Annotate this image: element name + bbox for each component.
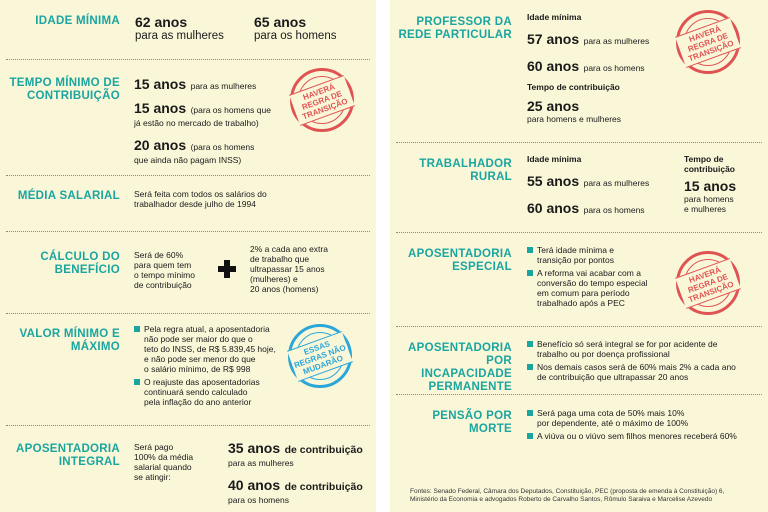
especial-bullets [527,245,667,311]
text-line: pela inflação do ano anterior [144,397,252,407]
text-line: teto do INSS, de R$ 5.839,45 hoje, [144,344,276,354]
text-line: para quem tem [134,260,192,270]
age-caption: para as mulheres [135,30,224,42]
years-caption: para as mulheres [228,458,294,468]
source-line: Ministério da Economia e advogados Roberto de Carvalho Santos, Rômulo Saraiva e Marcelise Azevedo [410,496,713,503]
years-value: 35 anos [228,440,281,456]
right-panel [390,0,768,512]
bullet-item [527,339,757,359]
row-mulheres [134,76,256,94]
stamp-text: HAVERÁ REGRA DE TRANSIÇÃO [675,17,741,68]
row-integral-homens [228,477,363,505]
age-caption: para as mulheres [583,36,650,46]
row-integral-mulheres [228,440,363,468]
section-label: APOSENTADORIA INTEGRAL [16,443,120,468]
age-value: 65 anos [254,14,307,30]
age-caption: para as mulheres [583,178,650,188]
row-professor-homens [527,58,677,76]
text-line: Benefício só será integral se for por acidente de [537,339,718,349]
section-label: MÉDIA SALARIAL [17,190,120,202]
row-homens-atuais [134,100,284,128]
left-panel [0,0,376,512]
years-note: já estão no mercado de trabalho) [134,118,259,128]
section-trabalhador-rural [390,143,768,233]
source-line: Fontes: Senado Federal, Câmara dos Deputados, Constituição, PEC (proposta de emenda à Constituição) 6, [410,488,725,495]
text-line: o tempo mínimo [134,270,195,280]
years-note: para as mulheres [190,81,257,91]
pensao-bullets [527,408,762,444]
text-line: conversão do tempo especial [537,278,648,288]
text-line: 100% da média [134,452,194,462]
text-line: e não pode ser menor do que [144,354,256,364]
section-label: TEMPO MÍNIMO DE CONTRIBUIÇÃO [9,77,120,102]
age-caption: para os homens [254,30,337,42]
row-professor-mulheres [527,31,677,49]
text-line: 20 anos (homens) [250,284,319,294]
years-suffix: de contribuição [284,444,363,456]
text-line: o salário mínimo, de R$ 998 [144,364,251,374]
text-line: Será de 60% [134,250,184,260]
years-note: (para os homens [190,142,255,152]
integral-description [134,442,193,482]
section-label: TRABALHADOR RURAL [419,158,512,183]
section-calculo-beneficio [0,232,376,314]
rural-contribuicao [684,154,754,214]
text-line: se atingir: [134,472,171,482]
text-line: 2% a cada ano extra [250,244,328,254]
years-value: 20 anos [134,137,187,153]
transition-rule-stamp [676,10,740,74]
text-line: de contribuição [134,280,192,290]
bullet-item [527,431,762,441]
group-title: Tempo de [684,154,724,164]
years-value: 15 anos [134,100,187,116]
bullet-item [527,362,757,382]
text-line: Pela regra atual, a aposentadoria [144,324,270,334]
age-value: 60 anos [527,200,580,216]
stamp-text: HAVERÁ REGRA DE TRANSIÇÃO [675,258,741,309]
years-value: 25 anos [527,98,580,114]
text-line: em comum para período [537,288,630,298]
valor-bullets [134,324,294,410]
text-line: Será paga uma cota de 50% mais 10% [537,408,685,418]
text-line: por dependente, até o máximo de 100% [537,418,689,428]
text-line: trabalhado após a PEC [537,298,625,308]
age-caption: para os homens [583,205,645,215]
text-line: transição por pontos [537,255,615,265]
years-value: 15 anos [134,76,187,92]
age-value: 62 anos [135,14,188,30]
media-description [134,189,267,209]
text-line: Será feita com todos os salários do [134,189,267,199]
row-homens-novos [134,137,284,165]
text-line: Será pago [134,442,174,452]
text-line: A reforma vai acabar com a [537,268,641,278]
group-title: contribuição [684,164,736,174]
group-title: Tempo de contribuição [527,82,620,92]
bullet-item [527,268,667,308]
source-note [410,488,760,504]
value-block-mulheres [135,14,224,43]
incapacidade-bullets [527,339,757,385]
bullet-item [527,245,667,265]
plus-icon [218,260,236,278]
rural-idade [527,154,667,218]
text-line: de contribuição que ultrapassar 20 anos [537,372,689,382]
calculo-base [134,250,195,290]
section-label: PENSÃO POR MORTE [432,410,512,435]
stamp-text: ESSAS REGRAS NÃO MUDARÃO [287,331,353,382]
section-label: PROFESSOR DA REDE PARTICULAR [398,16,512,41]
text-line: ultrapassar 15 anos [250,264,325,274]
text-line: trabalho ou por doença profissional [537,349,670,359]
section-label: CÁLCULO DO BENEFÍCIO [40,251,120,276]
transition-rule-stamp [676,251,740,315]
section-aposentadoria-integral [0,426,376,512]
section-label: APOSENTADORIA POR INCAPACIDADE PERMANENTE [408,342,512,393]
rules-unchanged-stamp [288,324,352,388]
section-aposentadoria-especial [390,233,768,328]
calculo-extra [250,244,328,294]
bullet-item [134,377,294,407]
section-pensao-por-morte [390,395,768,465]
text-line: salarial quando [134,462,192,472]
group-title: Idade mínima [527,12,582,22]
text-line: Nos demais casos será de 60% mais 2% a cada ano [537,362,736,372]
section-professor [390,0,768,145]
text-line: de trabalho que [250,254,310,264]
bullet-item [527,408,762,428]
section-tempo-contribuicao [0,60,376,175]
text-line: (mulheres) e [250,274,298,284]
transition-rule-stamp [290,68,354,132]
text-line: continuará sendo calculado [144,387,248,397]
section-label: IDADE MÍNIMA [35,15,120,27]
stamp-text: HAVERÁ REGRA DE TRANSIÇÃO [289,75,355,126]
row-rural-homens [527,200,667,218]
section-valor-minimo-maximo [0,314,376,424]
years-caption: para os homens [228,495,289,505]
age-value: 57 anos [527,31,580,47]
text-line: A viúva ou o viúvo sem filhos menores receberá 60% [537,431,737,441]
group-title: Idade mínima [527,154,582,164]
text-line: Terá idade mínima e [537,245,615,255]
text-line: não pode ser maior do que o [144,334,253,344]
years-note: que ainda não pagam INSS) [134,155,242,165]
value-block-homens [254,14,336,43]
years-suffix: de contribuição [284,481,363,493]
bullet-item [134,324,294,374]
years-value: 40 anos [228,477,281,493]
section-label: VALOR MÍNIMO E MÁXIMO [19,328,120,353]
section-incapacidade-permanente [390,327,768,397]
years-caption: para homens [684,194,734,204]
professor-details [527,12,677,124]
years-caption: e mulheres [684,204,727,214]
years-caption: para homens e mulheres [527,114,622,124]
age-caption: para os homens [583,63,645,73]
years-note: (para os homens que [190,105,271,115]
text-line: trabalhador desde julho de 1994 [134,199,256,209]
text-line: O reajuste das aposentadorias [144,377,260,387]
age-value: 60 anos [527,58,580,74]
years-value: 15 anos [684,178,737,194]
section-idade-minima [0,0,376,56]
row-rural-mulheres [527,173,667,191]
section-label: APOSENTADORIA ESPECIAL [408,248,512,273]
section-media-salarial [0,176,376,230]
age-value: 55 anos [527,173,580,189]
